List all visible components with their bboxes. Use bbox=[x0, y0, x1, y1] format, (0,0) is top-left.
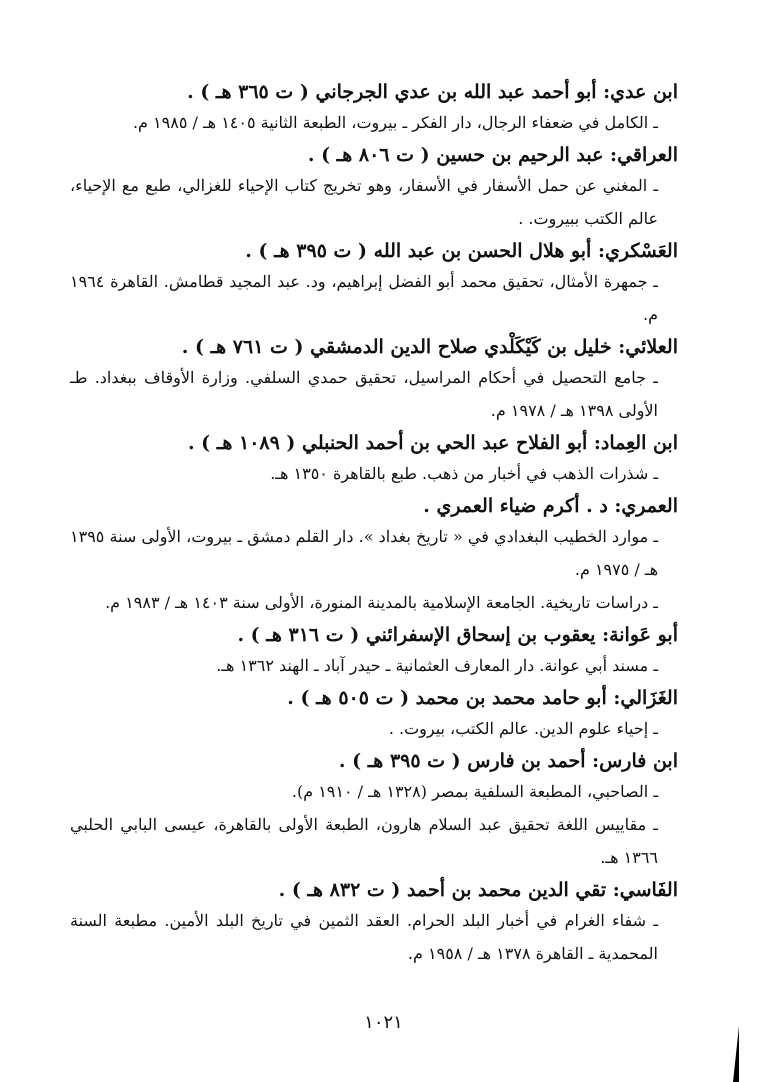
page-number: ١٠٢١ bbox=[364, 1012, 403, 1033]
author-heading: الفَاسي: تقي الدين محمد بن أحمد ( ت ٨٣٢ هـ ) . bbox=[278, 879, 678, 901]
author-heading: ابن العِماد: أبو الفلاح عبد الحي بن أحمد الحنبلي ( ١٠٨٩ هـ ) . bbox=[187, 432, 678, 454]
page-edge-shadow bbox=[727, 1026, 739, 1082]
work-citation: ـ جمهرة الأمثال، تحقيق محمد أبو الفضل إبراهيم، ود. عبد المجيد قطامش. القاهرة ١٩٦٤ م. bbox=[70, 272, 658, 324]
work-citation: ـ مسند أبي عوانة. دار المعارف العثمانية ـ حيدر آباد ـ الهند ١٣٦٢ هـ. bbox=[216, 656, 658, 675]
author-heading: العراقي: عبد الرحيم بن حسين ( ت ٨٠٦ هـ ) . bbox=[307, 144, 678, 166]
bibliography-entry bbox=[70, 682, 678, 745]
work-citation: ـ إحياء علوم الدين. عالم الكتب، بيروت. . bbox=[388, 719, 658, 738]
work-citation: ـ دراسات تاريخية. الجامعة الإسلامية بالمدينة المنورة، الأولى سنة ١٤٠٣ هـ / ١٩٨٣ م. bbox=[105, 593, 658, 612]
work-citation: ـ شفاء الغرام في أخبار البلد الحرام. العقد الثمين في تاريخ البلد الأمين. مطبعة السنة المحمدية ـ القاهرة ١٣٧٨ هـ / ١٩٥٨ م. bbox=[70, 911, 658, 963]
work-citation: ـ المغني عن حمل الأسفار في الأسفار، وهو تخريج كتاب الإحياء للغزالي، طبع مع الإحياء، عالم الكتب ببيروت. . bbox=[70, 176, 658, 228]
bibliography-entry bbox=[70, 235, 678, 331]
work-citation: ـ الصاحبي، المطبعة السلفية بمصر (١٣٢٨ هـ / ١٩١٠ م). bbox=[291, 782, 658, 801]
bibliography-entry bbox=[70, 427, 678, 490]
bibliography-entry bbox=[70, 745, 678, 874]
bibliography-entry bbox=[70, 139, 678, 235]
work-citation: ـ مقاييس اللغة تحقيق عبد السلام هارون، الطبعة الأولى بالقاهرة، عيسى البابي الحلبي ١٣٦٦ هـ. bbox=[70, 815, 658, 867]
author-heading: الغَزَالي: أبو حامد محمد بن محمد ( ت ٥٠٥ هـ ) . bbox=[287, 687, 678, 709]
bibliography-entry bbox=[70, 619, 678, 682]
work-citation: ـ شذرات الذهب في أخبار من ذهب. طبع بالقاهرة ١٣٥٠ هـ. bbox=[270, 464, 658, 483]
author-heading: أبو عَوانة: يعقوب بن إسحاق الإسفرائني ( ت ٣١٦ هـ ) . bbox=[237, 624, 678, 646]
bibliography-entry bbox=[70, 331, 678, 427]
work-citation: ـ جامع التحصيل في أحكام المراسيل، تحقيق حمدي السلفي. وزارة الأوقاف ببغداد. طـ الأولى ١٣٩٨ هـ / ١٩٧٨ م. bbox=[70, 368, 658, 420]
author-heading: ابن فارس: أحمد بن فارس ( ت ٣٩٥ هـ ) . bbox=[338, 750, 678, 772]
work-citation: ـ الكامل في ضعفاء الرجال، دار الفكر ـ بيروت، الطبعة الثانية ١٤٠٥ هـ / ١٩٨٥ م. bbox=[132, 113, 658, 132]
bibliography-entry bbox=[70, 76, 678, 139]
bibliography-entry bbox=[70, 490, 678, 619]
bibliography-entry bbox=[70, 874, 678, 970]
author-heading: العلائي: خليل بن كَيْكَلْدي صلاح الدين الدمشقي ( ت ٧٦١ هـ ) . bbox=[181, 336, 678, 358]
author-heading: العَسْكري: أبو هلال الحسن بن عبد الله ( ت ٣٩٥ هـ ) . bbox=[245, 240, 678, 262]
bibliography-page bbox=[70, 76, 678, 970]
work-citation: ـ موارد الخطيب البغدادي في « تاريخ بغداد ». دار القلم دمشق ـ بيروت، الأولى سنة ١٣٩٥ هـ / ١٩٧٥ م. bbox=[70, 527, 658, 579]
author-heading: العمري: د . أكرم ضياء العمري . bbox=[423, 495, 678, 517]
author-heading: ابن عدي: أبو أحمد عبد الله بن عدي الجرجاني ( ت ٣٦٥ هـ ) . bbox=[187, 81, 678, 103]
